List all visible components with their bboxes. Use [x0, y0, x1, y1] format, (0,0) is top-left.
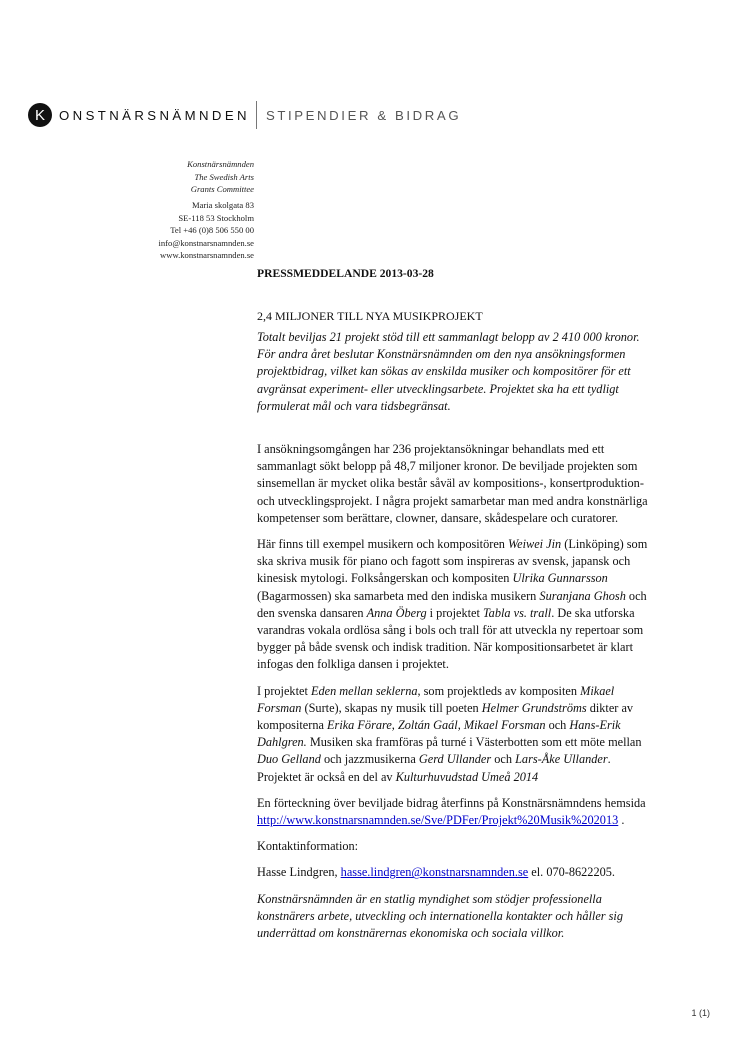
logo-subtitle: STIPENDIER & BIDRAG	[265, 107, 462, 123]
contact-phone: el. 070-8622205.	[528, 865, 615, 880]
name-emphasis: Suranjana Ghosh	[539, 588, 626, 603]
text: En förteckning över beviljade bidrag återfinns på Konstnärsnämndens hemsida	[257, 795, 646, 810]
address-postal: SE-118 53 Stockholm	[178, 212, 254, 223]
sender-address	[158, 199, 254, 262]
contact-email-link[interactable]: hasse.lindgren@konstnarsnamnden.se	[340, 865, 529, 880]
name-emphasis: Hans-Erik Dahlgren.	[257, 718, 621, 750]
name-emphasis: Ulrika Gunnarsson	[512, 571, 608, 586]
org-line: Konstnärsnämnden	[187, 159, 254, 169]
text: , som projektleds av kompositen	[417, 683, 581, 698]
grants-list-link[interactable]: http://www.konstnarsnamnden.se/Sve/PDFer/Projekt%20Musik%202013	[257, 813, 619, 828]
text: dikter av kompositerna	[257, 700, 634, 733]
text: och jazzmusikerna	[320, 752, 419, 767]
name-emphasis: Gerd Ullander	[418, 752, 492, 767]
name-emphasis: Tabla vs. trall	[482, 605, 552, 620]
contact-heading: Kontaktinformation:	[257, 839, 359, 854]
name-emphasis: Weiwei Jin	[508, 537, 562, 552]
text: .	[618, 813, 625, 828]
org-line: Grants Committee	[190, 184, 254, 195]
page-number: 1 (1)	[691, 1008, 710, 1018]
press-release-heading: PRESSMEDDELANDE 2013-03-28	[257, 267, 434, 280]
org-line: The Swedish Arts	[194, 171, 254, 182]
text: . Projektet är också en del av	[257, 752, 611, 784]
text: Musiken ska framföras på turné i Västerbotten som ett möte mellan	[306, 735, 642, 750]
text: (Surte), skapas ny musik till poeten	[301, 700, 482, 715]
name-emphasis: Erika Förare, Zoltán Gaál, Mikael Forsman	[327, 718, 546, 733]
text: och	[491, 752, 516, 767]
contact-name: Hasse Lindgren,	[257, 865, 341, 880]
name-emphasis: Helmer Grundströms	[481, 700, 587, 715]
address-email[interactable]: info@konstnarsnamnden.se	[158, 237, 254, 248]
logo	[28, 101, 461, 129]
text: och	[545, 718, 570, 733]
logo-divider	[256, 101, 257, 129]
address-street: Maria skolgata 83	[191, 200, 254, 210]
name-emphasis: Duo Gelland	[257, 752, 321, 767]
name-emphasis: Anna Öberg	[366, 605, 427, 620]
text: Här finns till exempel musikern och kompositören	[257, 537, 509, 552]
paragraph-list-link	[257, 795, 657, 829]
name-emphasis: Eden mellan seklerna	[310, 683, 418, 698]
address-website[interactable]: www.konstnarsnamnden.se	[160, 250, 254, 261]
sender-organization	[187, 158, 254, 196]
logo-name: ONSTNÄRSNÄMNDEN	[59, 107, 250, 123]
name-emphasis: Mikael Forsman	[257, 683, 615, 715]
address-phone: Tel +46 (0)8 506 550 00	[170, 225, 254, 236]
contact-line	[257, 864, 657, 881]
paragraph-eden-project	[257, 683, 657, 786]
text: (Linköping) som ska skriva musik för piano och fagott som inspireras av svensk, japansk och kinesisk mytologi. Folksångerskan och kompositen	[257, 537, 648, 586]
text: och den svenska dansaren	[257, 588, 647, 620]
text: I projektet	[257, 683, 311, 698]
text: i projektet	[426, 605, 483, 620]
paragraph-examples	[257, 536, 657, 674]
text: (Bagarmossen) ska samarbeta med den indiska musikern	[257, 588, 540, 603]
document-title: 2,4 MILJONER TILL NYA MUSIKPROJEKT	[257, 309, 483, 323]
body-text	[257, 441, 657, 942]
name-emphasis: Kulturhuvudstad Umeå 2014	[395, 769, 539, 784]
lead-paragraph: Totalt beviljas 21 projekt stöd till ett sammanlagt belopp av 2 410 000 kronor. För andra året beslutar Konstnärsnämnden om den nya ansökningsformen projektbidrag, vilket kan sökas av enskilda musiker och kompositörer för ett avgränsat experiment- eller utvecklingsarbete. Projektet ska ha ett tydligt formulerat mål och vara tidsbegränsat.	[257, 330, 640, 413]
text: . De ska utforska varandras vokala ordlösa sång i bols och trall för att utveckla ny repertoar som bygger på både svensk och indisk tradition. När kompositionsarbetet är klart infogas den folkliga dansen i projektet.	[257, 605, 644, 672]
name-emphasis: Lars-Åke Ullander	[515, 752, 608, 767]
logo-mark: K	[28, 103, 52, 127]
footer-note: Konstnärsnämnden är en statlig myndighet som stödjer professionella konstnärers arbete, utveckling och internationella kontakter och håller sig underrättad om konstnärernas ekonomiska och sociala villkor.	[257, 891, 623, 941]
paragraph-applications: I ansökningsomgången har 236 projektansökningar behandlats med ett sammanlagt sökt belopp på 48,7 miljoner kronor. De beviljade projekten som sinsemellan är mycket olika består såväl av kompositions-, konsertproduktion- och utvecklingsprojekt. I några projekt samarbetar man med andra konstnärliga kompetenser som berättare, clowner, dansare, skådespelare och curatorer.	[257, 442, 648, 525]
